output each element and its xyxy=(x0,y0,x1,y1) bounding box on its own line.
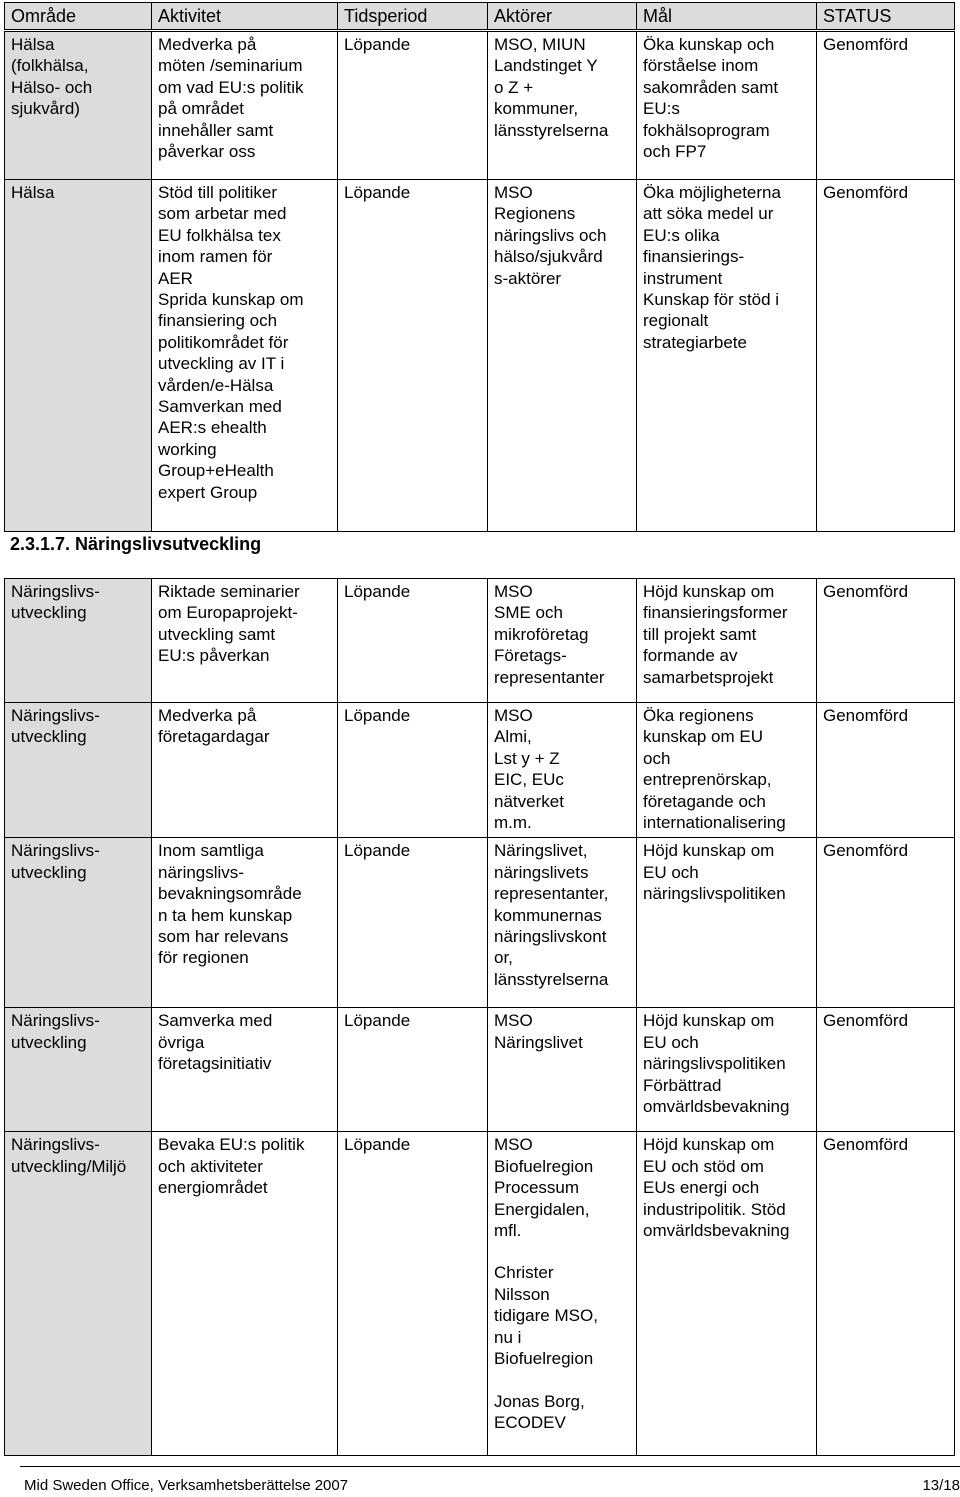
status-cell: Genomförd xyxy=(817,579,955,703)
business-table xyxy=(4,578,955,1456)
table-row xyxy=(5,1132,955,1456)
area-cell: Näringslivs- utveckling xyxy=(5,703,152,838)
table-row xyxy=(5,579,955,703)
activity-cell-text: Stöd till politiker som arbetar med EU folkhälsa tex inom ramen för AER Sprida kunskap om finansiering och politikområdet för utveckling av IT i vården/e-Hälsa Samverkan med AER:s ehealth working Group+eHealth expert Group xyxy=(158,183,304,502)
actors-cell-text: MSO SME och mikroföretag Företags- representanter xyxy=(494,582,605,687)
actors-cell xyxy=(488,180,637,532)
actors-cell-text: MSO Näringslivet xyxy=(494,1011,583,1052)
area-cell: Näringslivs- utveckling xyxy=(5,838,152,1008)
actors-cell xyxy=(488,32,637,180)
period-cell: Löpande xyxy=(338,32,488,180)
table-row xyxy=(5,838,955,1008)
activity-cell xyxy=(152,703,338,838)
actors-cell-text: MSO Biofuelregion Processum Energidalen, mfl. xyxy=(494,1135,594,1241)
status-cell: Genomförd xyxy=(817,838,955,1008)
status-cell: Genomförd xyxy=(817,1132,955,1456)
goal-cell: Höjd kunskap om EU och näringslivspolitiken xyxy=(637,838,817,1008)
activity-cell xyxy=(152,1132,338,1456)
period-cell: Löpande xyxy=(338,1132,488,1456)
area-cell: Näringslivs- utveckling/Miljö xyxy=(5,1132,152,1456)
activity-cell-text: Medverka på företagardagar xyxy=(158,706,270,747)
period-cell: Löpande xyxy=(338,180,488,532)
table-row xyxy=(5,32,955,180)
page-number: 13/18 xyxy=(922,1477,960,1494)
area-cell: Näringslivs- utveckling xyxy=(5,1008,152,1132)
column-header-activity: Aktivitet xyxy=(152,3,338,30)
area-cell: Hälsa (folkhälsa, Hälso- och sjukvård) xyxy=(5,32,152,180)
health-table xyxy=(4,31,955,532)
goal-cell: Höjd kunskap om EU och stöd om EUs energi och industripolitik. Stöd omvärldsbevakning xyxy=(637,1132,817,1456)
activity-cell-text: Medverka på möten /seminarium om vad EU:s politik på området innehåller samt påverkar oss xyxy=(158,35,304,162)
table-row xyxy=(5,703,955,838)
period-cell: Löpande xyxy=(338,1008,488,1132)
footer-title: Mid Sweden Office, Verksamhetsberättelse 2007 xyxy=(24,1477,349,1494)
activity-cell xyxy=(152,579,338,703)
column-header-status: STATUS xyxy=(817,3,955,30)
actors-cell-text: Jonas Borg, ECODEV xyxy=(494,1391,585,1432)
period-cell: Löpande xyxy=(338,579,488,703)
actors-cell-text: MSO, MIUN Landstinget Y o Z + kommuner, länsstyrelserna xyxy=(494,35,609,140)
actors-cell xyxy=(488,1008,637,1132)
goal-cell: Öka möjligheterna att söka medel ur EU:s olika finansierings- instrument Kunskap för stöd i regionalt strategiarbete xyxy=(637,180,817,532)
actors-cell xyxy=(488,1132,637,1456)
table-row xyxy=(5,180,955,532)
actors-cell-text: MSO Regionens näringslivs och hälso/sjukvård s-aktörer xyxy=(494,183,607,288)
column-header-period: Tidsperiod xyxy=(338,3,488,30)
area-cell: Näringslivs- utveckling xyxy=(5,579,152,703)
goal-cell: Öka kunskap och förståelse inom sakområden samt EU:s fokhälsoprogram och FP7 xyxy=(637,32,817,180)
status-cell: Genomförd xyxy=(817,32,955,180)
actors-cell xyxy=(488,579,637,703)
header-row xyxy=(5,3,955,30)
page-footer xyxy=(20,1466,960,1495)
actors-cell xyxy=(488,703,637,838)
period-cell: Löpande xyxy=(338,703,488,838)
status-cell: Genomförd xyxy=(817,703,955,838)
actors-cell-text: MSO Almi, Lst y + Z EIC, EUc nätverket m.m. xyxy=(494,706,564,833)
area-cell: Hälsa xyxy=(5,180,152,532)
activity-cell-text: Riktade seminarier om Europaprojekt- utveckling samt EU:s påverkan xyxy=(158,582,300,666)
activity-cell xyxy=(152,838,338,1008)
goal-cell: Höjd kunskap om finansieringsformer till projekt samt formande av samarbetsprojekt xyxy=(637,579,817,703)
actors-cell xyxy=(488,838,637,1008)
activity-cell-text: Inom samtliga näringslivs- bevakningsområde n ta hem kunskap som har relevans för regionen xyxy=(158,841,302,968)
activity-cell xyxy=(152,180,338,532)
activity-cell-text: Bevaka EU:s politik och aktiviteter energiområdet xyxy=(158,1135,305,1198)
activity-cell-text: Samverka med övriga företagsinitiativ xyxy=(158,1011,273,1074)
table-header xyxy=(4,2,955,30)
section-heading: 2.3.1.7. Näringslivsutveckling xyxy=(10,534,262,554)
status-cell: Genomförd xyxy=(817,180,955,532)
period-cell: Löpande xyxy=(338,838,488,1008)
goal-cell: Öka regionens kunskap om EU och entreprenörskap, företagande och internationalisering xyxy=(637,703,817,838)
column-header-actors: Aktörer xyxy=(488,3,637,30)
actors-cell-text: Näringslivet, näringslivets representanter, kommunernas näringslivskont or, länsstyrelserna xyxy=(494,841,609,989)
status-cell: Genomförd xyxy=(817,1008,955,1132)
activity-cell xyxy=(152,32,338,180)
actors-cell-text: Christer Nilsson tidigare MSO, nu i Biofuelregion xyxy=(494,1263,598,1369)
table-row xyxy=(5,1008,955,1132)
column-header-area: Område xyxy=(5,3,152,30)
goal-cell: Höjd kunskap om EU och näringslivspolitiken Förbättrad omvärldsbevakning xyxy=(637,1008,817,1132)
activity-cell xyxy=(152,1008,338,1132)
column-header-goal: Mål xyxy=(637,3,817,30)
